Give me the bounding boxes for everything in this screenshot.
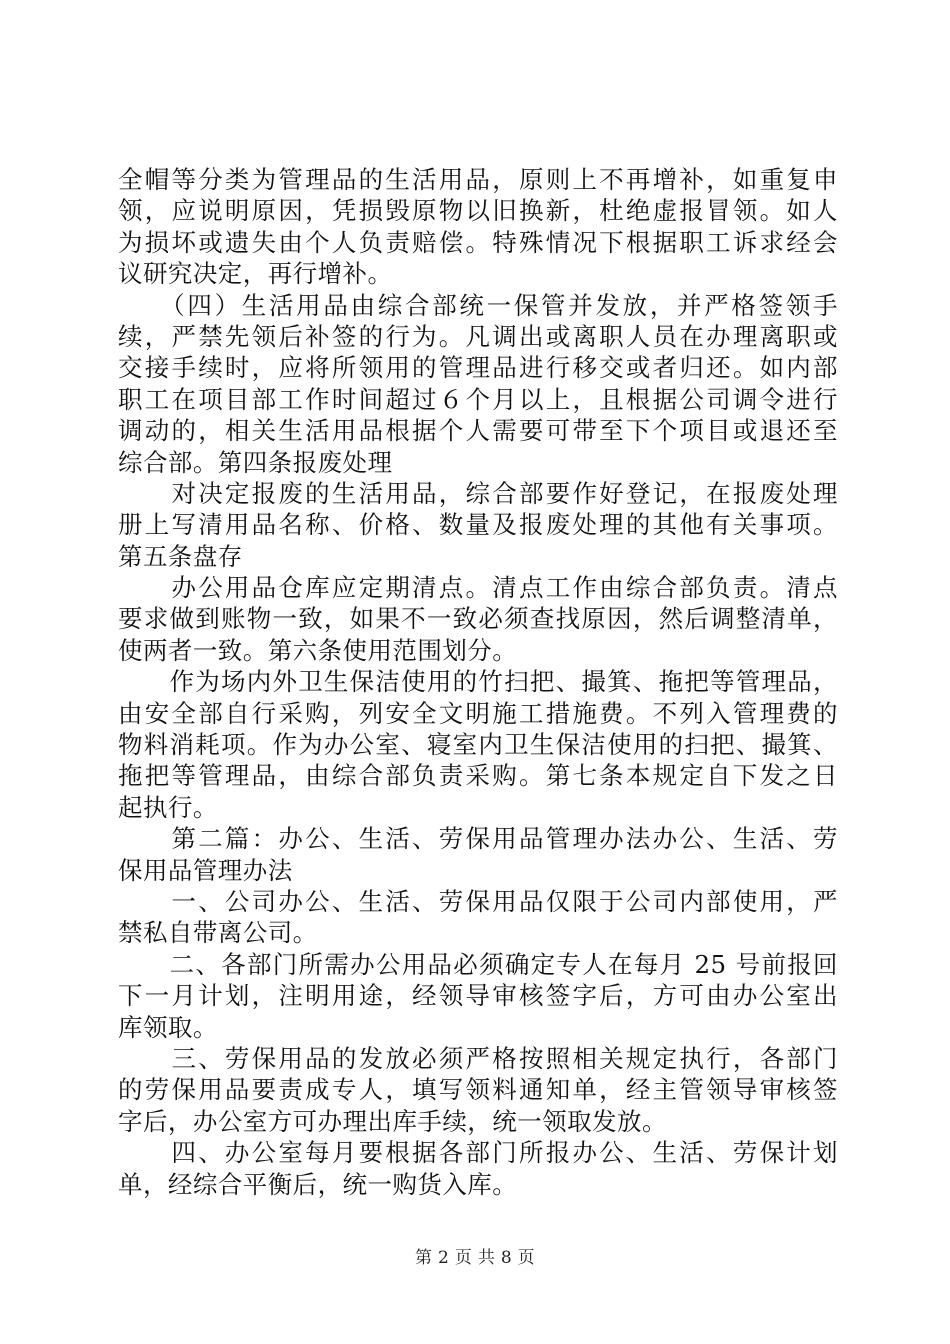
body-line: 第二篇：办公、生活、劳保用品管理办法办公、生活、劳: [118, 824, 838, 854]
body-line: 四、办公室每月要根据各部门所报办公、生活、劳保计划: [118, 1138, 838, 1168]
body-line: 使两者一致。第六条使用范围划分。: [118, 635, 518, 665]
body-line: 全帽等分类为管理品的生活用品，原则上不再增补，如重复申: [118, 165, 838, 194]
body-line: 对决定报废的生活用品，综合部要作好登记，在报废处理: [118, 478, 838, 508]
body-line: 起执行。: [118, 792, 218, 822]
body-line: 调动的，相关生活用品根据个人需要可带至下个项目或退还至: [118, 416, 838, 446]
body-line: （四）生活用品由综合部统一保管并发放，并严格签领手: [118, 290, 838, 320]
body-line: 拖把等管理品，由综合部负责采购。第七条本规定自下发之日: [118, 761, 838, 791]
body-line: 禁私自带离公司。: [118, 918, 318, 948]
body-line: 保用品管理办法: [118, 855, 293, 885]
body-line: 册上写清用品名称、价格、数量及报废处理的其他有关事项。: [118, 510, 838, 540]
body-line: 为损坏或遗失由个人负责赔偿。特殊情况下根据职工诉求经会: [118, 227, 838, 257]
body-line: 字后，办公室方可办理出库手续，统一领取发放。: [118, 1106, 667, 1136]
body-line: 一、公司办公、生活、劳保用品仅限于公司内部使用，严: [118, 886, 838, 916]
body-line: 议研究决定，再行增补。: [118, 259, 393, 289]
body-line: 办公用品仓库应定期清点。清点工作由综合部负责。清点: [118, 573, 838, 603]
body-line: 二、各部门所需办公用品必须确定专人在每月 25 号前报回: [118, 949, 838, 979]
body-line: 由安全部自行采购，列安全文明施工措施费。不列入管理费的: [118, 698, 838, 728]
body-line: 综合部。第四条报废处理: [118, 447, 393, 477]
body-line: 领，应说明原因，凭损毁原物以旧换新，杜绝虚报冒领。如人: [118, 196, 838, 226]
document-body: [118, 164, 838, 1200]
body-line: 物料消耗项。作为办公室、寝室内卫生保洁使用的扫把、撮箕、: [118, 730, 838, 760]
body-line: 第五条盘存: [118, 541, 243, 571]
body-line: 交接手续时，应将所领用的管理品进行移交或者归还。如内部: [118, 353, 838, 383]
body-line: 库领取。: [118, 1012, 218, 1042]
body-line: 三、劳保用品的发放必须严格按照相关规定执行，各部门: [118, 1043, 838, 1073]
body-line: 的劳保用品要责成专人，填写领料通知单，经主管领导审核签: [118, 1075, 838, 1105]
body-line: 单，经综合平衡后，统一购货入库。: [118, 1169, 518, 1199]
page-footer: 第 2 页 共 8 页: [415, 1248, 535, 1268]
body-line: 下一月计划，注明用途，经领导审核签字后，方可由办公室出: [118, 981, 838, 1011]
body-line: 作为场内外卫生保洁使用的竹扫把、撮箕、拖把等管理品，: [118, 667, 838, 697]
body-line: 职工在项目部工作时间超过６个月以上，且根据公司调令进行: [118, 384, 838, 414]
body-line: 要求做到账物一致，如果不一致必须查找原因，然后调整清单，: [118, 604, 838, 634]
body-line: 续，严禁先领后补签的行为。凡调出或离职人员在办理离职或: [118, 321, 838, 351]
